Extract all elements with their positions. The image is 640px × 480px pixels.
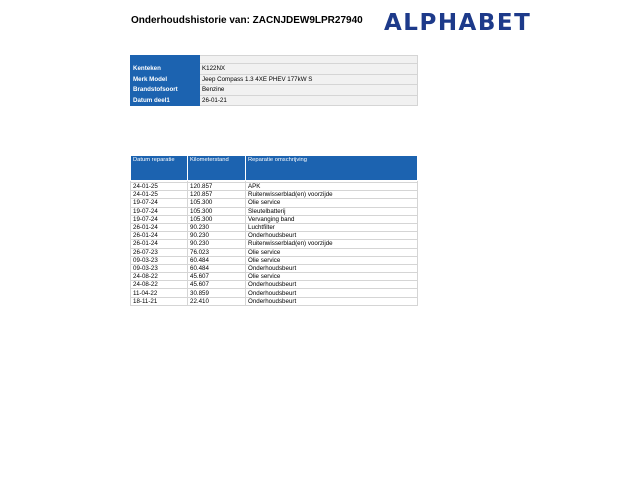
history-description-cell: Onderhoudsbeurt [246, 297, 418, 305]
vehicle-info-label: Merk Model [131, 74, 200, 85]
history-row [131, 248, 418, 256]
column-header-date: Datum reparatie [131, 156, 188, 181]
history-description-cell: Olie service [246, 248, 418, 256]
history-description-cell: APK [246, 183, 418, 191]
history-row [131, 297, 418, 305]
column-header-description: Reparatie omschrijving [246, 156, 418, 181]
history-km-cell: 76.023 [188, 248, 246, 256]
history-date-cell: 26-01-24 [131, 240, 188, 248]
history-date-cell: 26-01-24 [131, 232, 188, 240]
history-date-cell: 11-04-22 [131, 289, 188, 297]
column-header-km: Kilometerstand [188, 156, 246, 181]
history-km-cell: 60.484 [188, 256, 246, 264]
history-km-cell: 105.300 [188, 199, 246, 207]
history-date-cell: 24-01-25 [131, 183, 188, 191]
history-km-cell: 45.607 [188, 281, 246, 289]
history-date-cell: 18-11-21 [131, 297, 188, 305]
history-km-cell: 105.300 [188, 215, 246, 223]
history-description-cell: Onderhoudsbeurt [246, 232, 418, 240]
history-row [131, 215, 418, 223]
history-row [131, 273, 418, 281]
history-row [131, 232, 418, 240]
vehicle-info-value [200, 56, 418, 64]
history-description-cell: Luchtfilter [246, 223, 418, 231]
history-km-cell: 30.859 [188, 289, 246, 297]
vehicle-info-label [131, 56, 200, 64]
vehicle-info-row [131, 56, 418, 64]
history-km-cell: 22.410 [188, 297, 246, 305]
vehicle-info-row [131, 74, 418, 85]
history-row [131, 191, 418, 199]
history-description-cell: Onderhoudsbeurt [246, 281, 418, 289]
history-description-cell: Ruitenwisserblad(en) voorzijde [246, 240, 418, 248]
history-description-cell: Ruitenwisserblad(en) voorzijde [246, 191, 418, 199]
history-date-cell: 26-07-23 [131, 248, 188, 256]
history-description-cell: Onderhoudsbeurt [246, 289, 418, 297]
vehicle-info-row [131, 64, 418, 75]
history-date-cell: 24-08-22 [131, 281, 188, 289]
history-row [131, 281, 418, 289]
history-date-cell: 24-01-25 [131, 191, 188, 199]
history-date-cell: 19-07-24 [131, 207, 188, 215]
history-date-cell: 19-07-24 [131, 199, 188, 207]
vehicle-info-value: K122NX [200, 64, 418, 75]
alphabet-logo: ALPHABET [384, 10, 532, 36]
history-date-cell: 19-07-24 [131, 215, 188, 223]
history-description-cell: Olie service [246, 199, 418, 207]
history-row [131, 199, 418, 207]
history-description-cell: Sleutelbatterij [246, 207, 418, 215]
history-km-cell: 45.607 [188, 273, 246, 281]
history-date-cell: 24-08-22 [131, 273, 188, 281]
history-km-cell: 60.484 [188, 264, 246, 272]
page-title: Onderhoudshistorie van: ZACNJDEW9LPR27940 [131, 15, 363, 26]
vehicle-info-label: Datum deel1 [131, 95, 200, 106]
maintenance-history-table [130, 155, 418, 306]
history-km-cell: 120.857 [188, 183, 246, 191]
history-row [131, 240, 418, 248]
history-row [131, 256, 418, 264]
history-km-cell: 90.230 [188, 223, 246, 231]
history-row [131, 264, 418, 272]
history-km-cell: 120.857 [188, 191, 246, 199]
vehicle-info-row [131, 95, 418, 106]
history-km-cell: 90.230 [188, 232, 246, 240]
history-header-row [131, 156, 418, 181]
vehicle-info-value: 26-01-21 [200, 95, 418, 106]
history-date-cell: 09-03-23 [131, 256, 188, 264]
history-row [131, 223, 418, 231]
history-description-cell: Vervanging band [246, 215, 418, 223]
history-km-cell: 90.230 [188, 240, 246, 248]
vehicle-info-value: Jeep Compass 1.3 4XE PHEV 177kW S [200, 74, 418, 85]
vehicle-info-table [130, 55, 418, 106]
vehicle-info-label: Kenteken [131, 64, 200, 75]
vehicle-info-label: Brandstofsoort [131, 85, 200, 96]
vehicle-info-row [131, 85, 418, 96]
history-km-cell: 105.300 [188, 207, 246, 215]
history-description-cell: Olie service [246, 256, 418, 264]
history-description-cell: Onderhoudsbeurt [246, 264, 418, 272]
history-description-cell: Olie service [246, 273, 418, 281]
vehicle-info-value: Benzine [200, 85, 418, 96]
history-row [131, 207, 418, 215]
history-date-cell: 26-01-24 [131, 223, 188, 231]
history-row [131, 183, 418, 191]
history-date-cell: 09-03-23 [131, 264, 188, 272]
history-row [131, 289, 418, 297]
